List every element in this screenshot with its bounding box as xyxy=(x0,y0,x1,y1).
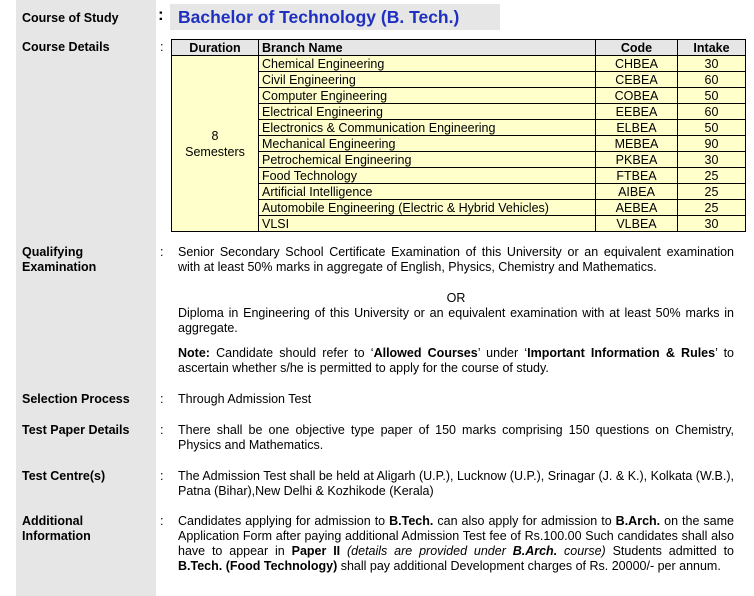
selection-process-text: Through Admission Test xyxy=(178,392,312,406)
intake-cell: 25 xyxy=(678,184,746,200)
code-cell: CEBEA xyxy=(596,72,678,88)
additional-t1: Candidates applying for admission to xyxy=(178,514,390,528)
colon: : xyxy=(160,392,164,406)
table-row xyxy=(172,120,746,136)
label-qualifying-line2: Examination xyxy=(22,260,97,274)
intake-cell: 50 xyxy=(678,88,746,104)
branch-cell: Chemical Engineering xyxy=(259,56,596,72)
branch-cell: Artificial Intelligence xyxy=(259,184,596,200)
additional-t5: shall pay additional Development charges of Rs. 20000/- per annum. xyxy=(337,559,721,573)
colon: : xyxy=(160,40,164,54)
qualifying-note xyxy=(178,346,734,376)
branch-cell: Electrical Engineering xyxy=(259,104,596,120)
colon: : xyxy=(160,423,164,437)
course-title: Bachelor of Technology (B. Tech.) xyxy=(178,7,460,27)
duration-cell xyxy=(172,56,259,232)
intake-cell: 30 xyxy=(678,216,746,232)
branch-cell: Civil Engineering xyxy=(259,72,596,88)
table-row xyxy=(172,136,746,152)
header-branch: Branch Name xyxy=(259,40,596,56)
label-additional xyxy=(22,514,91,544)
additional-t3: on the same Application Form after paying additional Admission Test fee of Rs.100.00 Such candidates shall also have to appear in xyxy=(178,514,734,558)
admission-page xyxy=(16,0,750,596)
colon: : xyxy=(158,5,164,24)
table-row xyxy=(172,72,746,88)
additional-b4: B.Tech. (Food Technology) xyxy=(178,559,338,573)
code-cell: FTBEA xyxy=(596,168,678,184)
intake-cell: 60 xyxy=(678,72,746,88)
intake-cell: 60 xyxy=(678,104,746,120)
label-additional-line1: Additional xyxy=(22,514,84,528)
table-body xyxy=(172,56,746,232)
qualifying-para1: Senior Secondary School Certificate Examination of this University or an equivalent examination with at least 50% marks in aggregate of English, Physics, Chemistry and Mathematics. xyxy=(178,245,734,274)
note-label: Note: xyxy=(178,346,210,360)
note-text2: ’ under ‘ xyxy=(477,346,528,360)
additional-i2: course) xyxy=(557,544,606,558)
duration-unit: Semesters xyxy=(185,144,245,159)
branch-cell: Food Technology xyxy=(259,168,596,184)
label-qualifying xyxy=(22,245,96,275)
table-row xyxy=(172,56,746,72)
qualifying-para2: Diploma in Engineering of this University or an equivalent examination with at least 50% marks in aggregate. xyxy=(178,306,734,335)
code-cell: EEBEA xyxy=(596,104,678,120)
header-intake: Intake xyxy=(678,40,746,56)
code-cell: ELBEA xyxy=(596,120,678,136)
code-cell: COBEA xyxy=(596,88,678,104)
intake-cell: 30 xyxy=(678,56,746,72)
label-course-of-study: Course of Study xyxy=(22,11,119,25)
additional-b2: B.Arch. xyxy=(615,514,661,528)
test-paper-text: There shall be one objective type paper of 150 marks comprising 150 questions on Chemistry, Physics and Mathematics. xyxy=(178,423,734,452)
additional-ib1: B.Arch. xyxy=(512,544,558,558)
test-centres-text: The Admission Test shall be held at Aligarh (U.P.), Lucknow (U.P.), Srinagar (J. & K.), Kolkata (W.B.), Patna (Bihar),New Delhi & Kozhikode (Kerala) xyxy=(178,469,734,498)
table-row xyxy=(172,152,746,168)
note-bold2: Important Information & Rules xyxy=(527,346,716,360)
code-cell: AIBEA xyxy=(596,184,678,200)
branch-cell: Automobile Engineering (Electric & Hybrid Vehicles) xyxy=(259,200,596,216)
additional-t4: Students admitted to xyxy=(605,544,734,558)
code-cell: MEBEA xyxy=(596,136,678,152)
table-row xyxy=(172,216,746,232)
branch-cell: Electronics & Communication Engineering xyxy=(259,120,596,136)
code-cell: VLBEA xyxy=(596,216,678,232)
label-test-centres: Test Centre(s) xyxy=(22,469,106,483)
code-cell: CHBEA xyxy=(596,56,678,72)
label-column xyxy=(16,0,156,596)
table-row xyxy=(172,184,746,200)
table-row xyxy=(172,88,746,104)
intake-cell: 90 xyxy=(678,136,746,152)
note-text3: ’ to ascertain whether s/he is permitted to apply for the course of study. xyxy=(178,346,735,375)
intake-cell: 30 xyxy=(678,152,746,168)
additional-text xyxy=(178,514,734,574)
qualifying-or: OR xyxy=(446,291,466,305)
colon: : xyxy=(160,469,164,483)
intake-cell: 50 xyxy=(678,120,746,136)
code-cell: PKBEA xyxy=(596,152,678,168)
label-course-details: Course Details xyxy=(22,40,110,54)
header-duration: Duration xyxy=(172,40,259,56)
intake-cell: 25 xyxy=(678,168,746,184)
branch-cell: Computer Engineering xyxy=(259,88,596,104)
additional-b1: B.Tech. xyxy=(389,514,434,528)
additional-t2: can also apply for admission to xyxy=(433,514,616,528)
additional-i1: (details are provided under xyxy=(340,544,513,558)
table-row xyxy=(172,104,746,120)
note-text1: Candidate should refer to ‘ xyxy=(209,346,374,360)
colon: : xyxy=(160,245,164,259)
branch-cell: VLSI xyxy=(259,216,596,232)
table-row xyxy=(172,168,746,184)
label-test-paper-details: Test Paper Details xyxy=(22,423,130,437)
label-additional-line2: Information xyxy=(22,529,91,543)
header-code: Code xyxy=(596,40,678,56)
table-header-row xyxy=(172,40,746,56)
label-qualifying-line1: Qualifying xyxy=(22,245,84,259)
course-table xyxy=(171,39,746,232)
code-cell: AEBEA xyxy=(596,200,678,216)
colon: : xyxy=(160,514,164,528)
table-row xyxy=(172,200,746,216)
additional-b3: Paper II xyxy=(291,544,341,558)
branch-cell: Petrochemical Engineering xyxy=(259,152,596,168)
note-bold1: Allowed Courses xyxy=(373,346,478,360)
duration-value: 8 xyxy=(211,128,219,143)
intake-cell: 25 xyxy=(678,200,746,216)
label-selection-process: Selection Process xyxy=(22,392,130,406)
branch-cell: Mechanical Engineering xyxy=(259,136,596,152)
